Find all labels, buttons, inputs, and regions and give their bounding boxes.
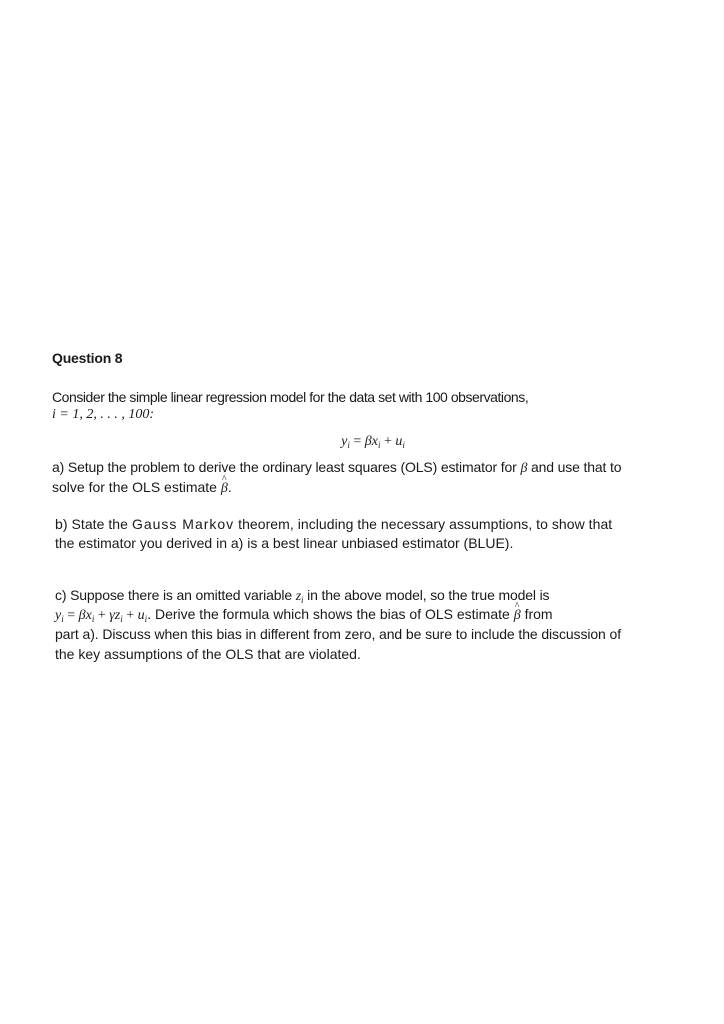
question-heading: Question 8 <box>52 350 123 366</box>
part-a-period: . <box>227 479 232 495</box>
gauss-markov-text: Gauss Markov <box>131 516 235 532</box>
part-c-text-2: in the above model, so the true model is <box>307 587 550 603</box>
part-a-text-1: a) Setup the problem to derive the ordinary least squares (OLS) estimator for <box>52 459 517 475</box>
beta-symbol: β <box>520 461 528 476</box>
part-c-line-2 <box>55 604 553 626</box>
part-b-text-1: b) State the <box>55 516 128 532</box>
index-range: i = 1, 2, . . . , 100: <box>52 407 154 422</box>
part-b-line-1 <box>55 514 612 534</box>
part-a-text-2: and use that to <box>531 459 622 475</box>
omitted-variable-symbol: $z_i$ <box>295 589 304 605</box>
model-equation-formula: $y_i = \beta x_i + u_i$ <box>341 434 405 450</box>
model-equation <box>0 432 724 450</box>
part-a-text-3: solve for the OLS estimate <box>52 479 217 495</box>
part-c-line-4: the key assumptions of the OLS that are violated. <box>55 646 361 662</box>
part-c-line-3: part a). Discuss when this bias in different from zero, and be sure to include the discussion of <box>55 626 621 642</box>
true-model-formula: $y_i = \beta x_i + \gamma z_i + u_i$ <box>55 608 148 624</box>
part-c-text-4: from <box>524 606 553 622</box>
part-b-text-2: theorem, including the necessary assumptions, to show that <box>238 516 613 532</box>
beta-hat-symbol-2: ^ β <box>514 606 521 626</box>
intro-line-1: Consider the simple linear regression model for the data set with 100 observations, <box>52 389 529 405</box>
part-c-text-3: . Derive the formula which shows the bias of OLS estimate <box>147 606 510 622</box>
beta-hat-symbol: ^ β <box>221 479 228 499</box>
part-a-line-2 <box>52 477 232 499</box>
part-c-text-1: c) Suppose there is an omitted variable <box>55 587 292 603</box>
part-a-line-1 <box>52 457 621 479</box>
part-b-line-2: the estimator you derived in a) is a best linear unbiased estimator (BLUE). <box>55 535 514 551</box>
